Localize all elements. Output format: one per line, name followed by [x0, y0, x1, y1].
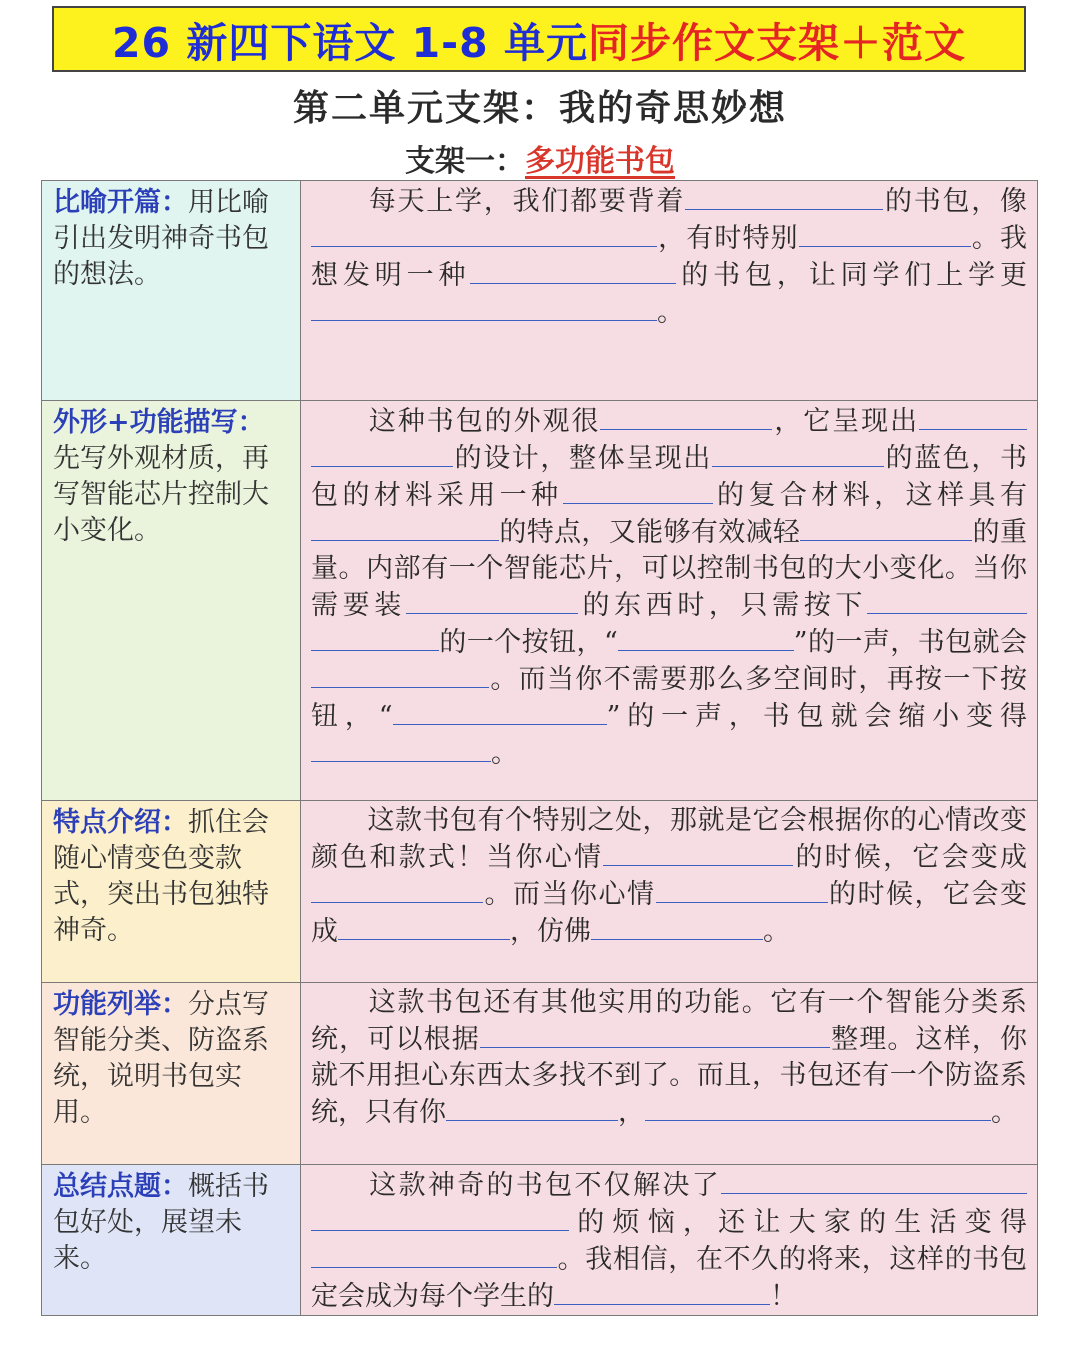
fill-blank[interactable] [311, 1204, 569, 1231]
title-blue-part: 26 新四下语文 1-8 单元 [112, 18, 588, 67]
fill-blank[interactable] [406, 587, 578, 614]
text-segment: 的特点，又能够有效减轻 [499, 517, 801, 548]
row-content [301, 181, 1038, 401]
fill-blank[interactable] [470, 257, 676, 284]
fill-blank[interactable] [311, 876, 483, 903]
row-label [42, 801, 301, 983]
text-segment: 。我相信，在不久的将来，这样的书包定会成为每个学生的 [311, 1244, 1027, 1312]
row-content [301, 1165, 1038, 1316]
fill-blank[interactable] [685, 183, 883, 210]
row-content [301, 801, 1038, 983]
text-segment: 。 [763, 916, 790, 947]
label-description: 抓住会随心情变色变款式，突出书包独特神奇。 [53, 807, 269, 946]
frame-prefix: 支架一： [405, 144, 525, 179]
row-content [301, 983, 1038, 1165]
text-segment: 的复合材料，这样具有 [712, 480, 1028, 511]
table-row [42, 181, 1038, 401]
label-description: 分点写智能分类、防盗系统，说明书包实用。 [53, 989, 269, 1128]
fill-blank[interactable] [480, 1021, 830, 1048]
scaffold-table [41, 180, 1038, 1316]
frame-title [0, 136, 1080, 180]
fill-blank[interactable] [591, 913, 763, 940]
label-heading: 特点介绍： [53, 807, 188, 838]
fill-blank[interactable] [311, 220, 657, 247]
text-segment: 的东西时，只需按下 [577, 590, 868, 621]
text-segment: 的设计，整体呈现出 [453, 443, 712, 474]
fill-blank[interactable] [867, 587, 1027, 614]
label-description: 概括书包好处，展望未来。 [53, 1171, 269, 1274]
fill-blank[interactable] [618, 624, 794, 651]
text-segment: 这款书包有个特别之处，那就是它会根据你的心情改变颜色和款式！当你心情 [311, 805, 1027, 873]
text-segment: ， [618, 1097, 645, 1128]
fill-blank[interactable] [311, 735, 491, 762]
text-segment: ，它呈现出 [772, 406, 920, 437]
text-segment: 。我想发明一种 [311, 223, 1027, 291]
frame-name: 多功能书包 [525, 144, 675, 179]
text-segment: 。而当你心情 [483, 879, 656, 910]
fill-blank[interactable] [311, 514, 499, 541]
title-banner [52, 6, 1026, 72]
row-label [42, 181, 301, 401]
label-heading: 外形+功能描写： [53, 407, 265, 438]
text-segment: 整理。这样，你就不用担心东西太多找不到了。而且，书包还有一个防盗系统，只有你 [311, 1024, 1028, 1128]
text-segment: 的书包，让同学们上学更 [676, 260, 1027, 291]
text-segment: ”的一声，书包就会 [793, 627, 1027, 658]
text-segment: 。而当你不需要那么多空间时，再按一下按钮，“ [311, 664, 1027, 732]
fill-blank[interactable] [446, 1094, 618, 1121]
fill-blank[interactable] [311, 1241, 557, 1268]
text-segment: 的蓝色，书包的材料采用一种 [311, 443, 1027, 511]
label-heading: 功能列举： [53, 989, 188, 1020]
text-segment: ”的一声，书包就会缩小变得 [606, 701, 1027, 732]
text-segment: ！ [770, 1281, 797, 1312]
text-segment: 这款书包还有其他实用的功能。它有一个智能分类系统，可以根据 [311, 987, 1027, 1055]
fill-blank[interactable] [563, 477, 713, 504]
fill-blank[interactable] [338, 913, 510, 940]
unit-subtitle: 第二单元支架：我的奇思妙想 [292, 87, 787, 129]
fill-blank[interactable] [799, 220, 971, 247]
row-label [42, 401, 301, 801]
fill-blank[interactable] [600, 403, 772, 430]
fill-blank[interactable] [311, 624, 439, 651]
table-row [42, 983, 1038, 1165]
fill-blank[interactable] [603, 839, 793, 866]
fill-blank[interactable] [919, 403, 1027, 430]
text-segment: 每天上学，我们都要背着 [367, 186, 686, 217]
row-content [301, 401, 1038, 801]
table-row [42, 401, 1038, 801]
label-heading: 总结点题： [53, 1171, 188, 1202]
text-segment: ，仿佛 [510, 916, 591, 947]
row-label [42, 1165, 301, 1316]
text-segment: 的时候，它会变成 [311, 879, 1027, 947]
text-segment: 。 [657, 297, 684, 328]
table-row [42, 1165, 1038, 1316]
text-segment: 。 [991, 1097, 1018, 1128]
label-description: 先写外观材质，再写智能芯片控制大小变化。 [53, 443, 269, 546]
text-segment: 这款神奇的书包不仅解决了 [367, 1170, 721, 1201]
text-segment: 的烦恼，还让大家的生活变得 [569, 1207, 1027, 1238]
fill-blank[interactable] [656, 876, 828, 903]
text-segment: 的书包，像 [883, 186, 1028, 217]
text-segment: ，有时特别 [657, 223, 799, 254]
fill-blank[interactable] [311, 661, 489, 688]
label-heading: 比喻开篇： [53, 187, 188, 218]
text-segment: 。 [491, 738, 518, 769]
text-segment: 的时候，它会变成 [793, 842, 1028, 873]
text-segment: 这种书包的外观很 [367, 406, 601, 437]
table-row [42, 801, 1038, 983]
fill-blank[interactable] [645, 1094, 991, 1121]
fill-blank[interactable] [554, 1278, 770, 1305]
row-label [42, 983, 301, 1165]
text-segment: 的重量。内部有一个智能芯片，可以控制书包的大小变化。当你需要装 [311, 517, 1028, 621]
fill-blank[interactable] [721, 1167, 1027, 1194]
fill-blank[interactable] [800, 514, 972, 541]
fill-blank[interactable] [311, 294, 657, 321]
fill-blank[interactable] [311, 440, 453, 467]
title-red-part: 同步作文支架＋范文 [587, 18, 966, 67]
label-description: 用比喻引出发明神奇书包的想法。 [53, 187, 269, 290]
fill-blank[interactable] [712, 440, 884, 467]
text-segment: 的一个按钮，“ [439, 627, 618, 658]
fill-blank[interactable] [393, 698, 607, 725]
